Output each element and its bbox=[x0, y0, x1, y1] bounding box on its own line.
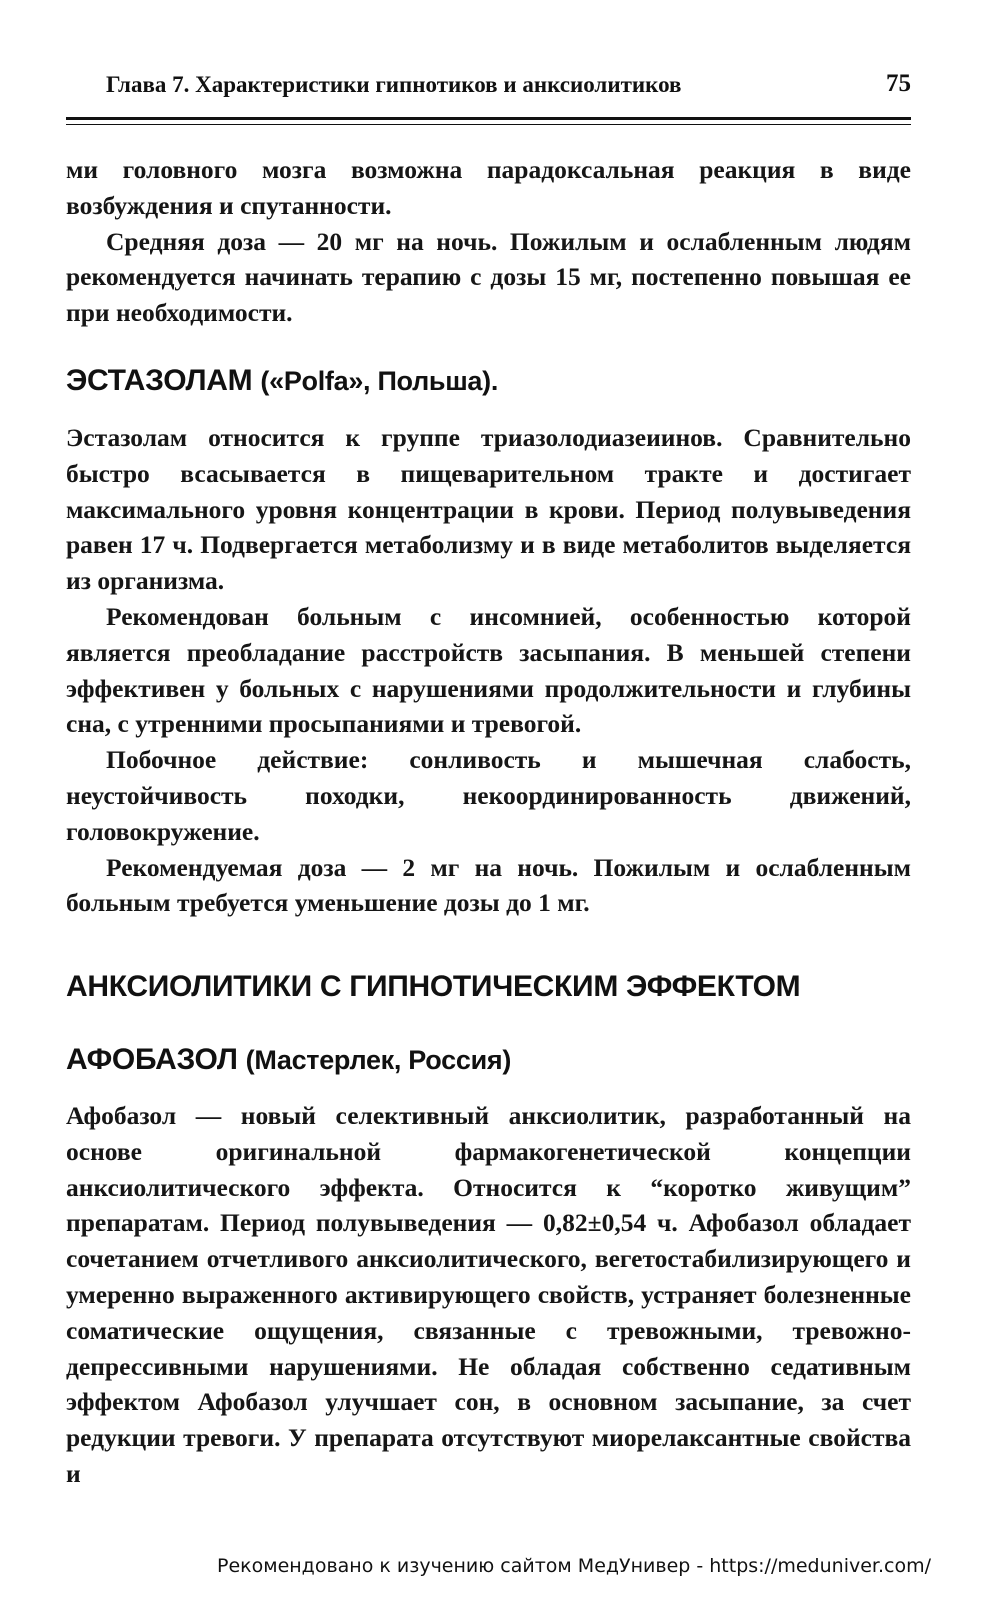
estazolam-paragraph-3: Побочное действие: сонливость и мышечная слабость, неустойчивость походки, некоординированность движений, головокружение. bbox=[66, 745, 911, 846]
afobazol-heading bbox=[66, 1043, 511, 1077]
afobazol-paragraph-1: Афобазол — новый селективный анксиолитик, разработанный на основе оригинальной фармакогенетической концепции анксиолитического эффекта. Относится к “коротко живущим” препаратам. Период полувыведения — 0,82±0,54 ч. Афобазол обладает сочетанием отчетливого анксиолитического, вегетостабилизирующего и умеренно выраженного активирующего свойств, устраняет болезненные соматические ощущения, связанные с тревожными, тревожно-депрессивными нарушениями. Не обладая собственно седативным эффектом Афобазол улучшает сон, в основном засыпание, за счет редукции тревоги. У препарата отсутствуют миорелаксантные свойства и bbox=[66, 1101, 911, 1488]
estazolam-paragraph-1: Эстазолам относится к группе триазолодиазеиинов. Сравнительно быстро всасывается в пищеварительном тракте и достигает максимального уровня концентрации в крови. Период полувыведения равен 17 ч. Подвергается метаболизму и в виде метаболитов выделяется из организма. bbox=[66, 423, 911, 596]
page-number: 75 bbox=[886, 70, 911, 97]
header-rule-thick bbox=[66, 117, 911, 120]
running-header bbox=[66, 68, 911, 106]
footer-watermark-note: Рекомендовано к изучению сайтом МедУнивер - https://meduniver.com/ bbox=[216, 1555, 931, 1577]
afobazol-heading-main: АФОБАЗОЛ bbox=[66, 1043, 238, 1076]
intro-paragraph-1: ми головного мозга возможна парадоксальная реакция в виде возбуждения и спутанности. bbox=[66, 155, 911, 220]
intro-section bbox=[66, 152, 911, 331]
estazolam-heading-main: ЭСТАЗОЛАМ bbox=[66, 364, 253, 397]
estazolam-heading bbox=[66, 364, 498, 398]
estazolam-paragraph-4: Рекомендуемая доза — 2 мг на ночь. Пожилым и ослабленным больным требуется уменьшение дозы до 1 мг. bbox=[66, 852, 911, 918]
afobazol-section bbox=[66, 1098, 911, 1492]
estazolam-paragraph-2: Рекомендован больным с инсомнией, особенностью которой является преобладание расстройств засыпания. В меньшей степени эффективен у больных с нарушениями продолжительности и глубины сна, с утренними просыпаниями и тревогой. bbox=[66, 601, 911, 739]
chapter-title: Глава 7. Характеристики гипнотиков и анксиолитиков bbox=[106, 72, 682, 97]
header-rule-thin bbox=[66, 124, 911, 125]
estazolam-section bbox=[66, 420, 911, 921]
intro-paragraph-2: Средняя доза — 20 мг на ночь. Пожилым и ослабленным людям рекомендуется начинать терапию с дозы 15 мг, постепенно повышая ее при необходимости. bbox=[66, 226, 911, 328]
estazolam-heading-manufacturer: («Polfa», Польша). bbox=[260, 366, 499, 396]
anxiolytics-heading: АНКСИОЛИТИКИ С ГИПНОТИЧЕСКИМ ЭФФЕКТОМ bbox=[66, 970, 801, 1003]
afobazol-heading-manufacturer: (Мастерлек, Россия) bbox=[245, 1045, 512, 1075]
